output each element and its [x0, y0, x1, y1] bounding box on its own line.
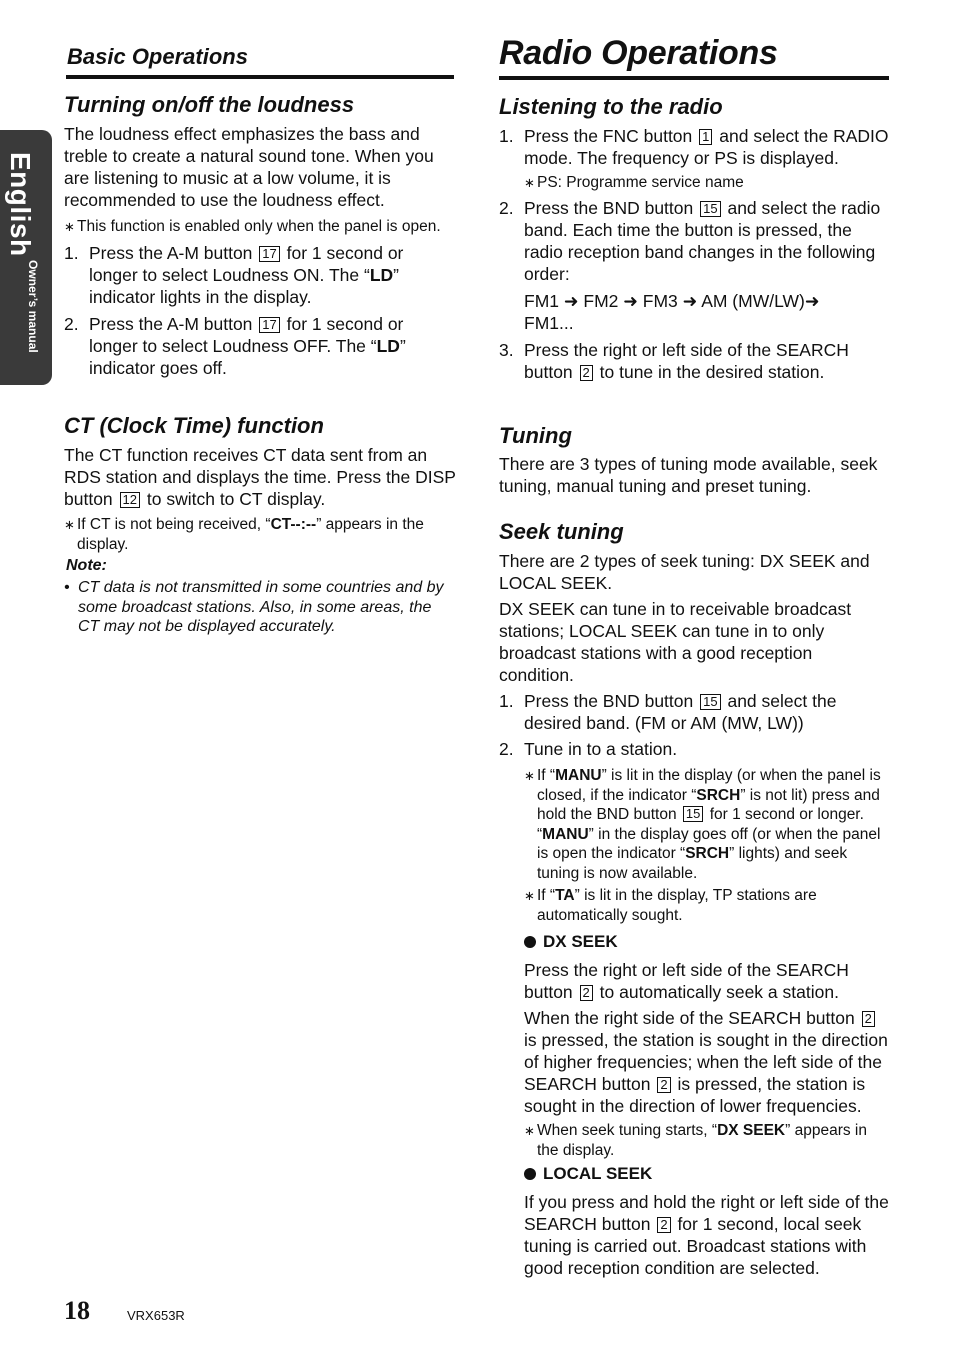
listening-steps: [499, 125, 891, 169]
listening-step-3: 3. Press the right or left side of the SEARCH button 2 to tune in the desired station.: [499, 339, 849, 382]
dx-seek-text-1: Press the right or left side of the SEARCH button 2 to automatically seek a station.: [524, 960, 849, 1002]
seek-description: DX SEEK can tune in to receivable broadcast stations; LOCAL SEEK can tune in to only broadcast stations with a good reception condition.: [499, 599, 852, 685]
button-number-box: 15: [700, 694, 720, 710]
seek-step-1: 1. Press the BND button 15 and select the desired band. (FM or AM (MW, LW)): [499, 691, 837, 733]
dx-seek-text-2: When the right side of the SEARCH button 2 is pressed, the station is sought in the direction of higher frequencies; when the left side of the SEARCH button 2 is pressed, the station is sought in the direction of lower frequencies.: [524, 1008, 888, 1116]
loudness-section: [64, 92, 456, 379]
ct-section: [64, 413, 456, 637]
button-number-box: 2: [580, 985, 593, 1001]
note-bullet-icon: •: [64, 579, 70, 596]
bullet-dot-icon: [524, 1168, 536, 1180]
seek-section: [499, 519, 891, 1279]
seek-types: There are 2 types of seek tuning: DX SEEK and LOCAL SEEK.: [499, 551, 870, 593]
loudness-intro: The loudness effect emphasizes the bass and treble to create a natural sound tone. When you are listening to music at a low volume, it is recommended to use the loudness effect.: [64, 124, 434, 210]
right-title-rule: [499, 76, 889, 80]
button-number-box: 2: [580, 365, 593, 381]
seek-steps: [499, 690, 891, 760]
dx-seek-note: ∗ When seek tuning starts, “DX SEEK” appears in the display.: [524, 1121, 891, 1160]
button-number-box: 2: [862, 1011, 875, 1027]
listening-step-2: 2. Press the BND button 15 and select the radio band. Each time the button is pressed, the radio reception band changes in the following order:: [499, 197, 881, 284]
button-number-box: 15: [700, 201, 720, 217]
button-number-box: 12: [120, 492, 140, 508]
bullet-dot-icon: [524, 936, 536, 948]
owners-manual-label: Owner’s manual: [26, 260, 40, 353]
seek-heading: Seek tuning: [499, 519, 624, 544]
tuning-text: There are 3 types of tuning mode available, seek tuning, manual tuning and preset tuning.: [499, 454, 878, 496]
ct-intro: The CT function receives CT data sent from an RDS station and displays the time. Press the DISP button 12 to switch to CT display.: [64, 445, 456, 509]
loudness-step-2: 2. Press the A-M button 17 for 1 second or longer to select Loudness OFF. The “LD” indicator goes off.: [64, 313, 406, 378]
tuning-heading: Tuning: [499, 423, 572, 448]
left-column: [64, 44, 456, 70]
dx-seek-heading: DX SEEK: [524, 931, 891, 953]
note-label: Note:: [66, 557, 107, 574]
listening-heading: Listening to the radio: [499, 94, 723, 119]
seek-step-2: 2. Tune in to a station.: [499, 739, 678, 759]
button-number-box: 1: [699, 129, 712, 145]
button-number-box: 2: [657, 1217, 670, 1233]
ps-note: ∗ PS: Programme service name: [524, 173, 891, 193]
local-seek-heading: LOCAL SEEK: [524, 1163, 891, 1185]
page-title: Radio Operations: [499, 34, 778, 72]
left-heading-rule: [66, 75, 454, 79]
local-seek-text: If you press and hold the right or left side of the SEARCH button 2 for 1 second, local seek tuning is carried out. Broadcast stations with good reception condition are selected.: [524, 1192, 889, 1278]
tuning-section: [499, 423, 891, 497]
button-number-box: 17: [259, 246, 279, 262]
button-number-box: 17: [259, 317, 279, 333]
ct-note-text: • CT data is not transmitted in some countries and by some broadcast stations. Also, in some areas, the CT may not be displayed accurately.: [64, 579, 444, 635]
ta-note: ∗ If “TA” is lit in the display, TP stations are automatically sought.: [524, 886, 891, 925]
button-number-box: 15: [683, 806, 703, 822]
loudness-panel-note: ∗ This function is enabled only when the panel is open.: [64, 217, 456, 237]
band-order: FM1 ➜ FM2 ➜ FM3 ➜ AM (MW/LW)➜ FM1...: [524, 290, 820, 333]
listening-step-1: 1. Press the FNC button 1 and select the RADIO mode. The frequency or PS is displayed.: [499, 126, 889, 168]
listening-section: [499, 94, 891, 383]
section-heading-basic-operations: Basic Operations: [67, 44, 248, 69]
right-title-block: [499, 34, 891, 73]
ct-not-received-note: ∗ If CT is not being received, “CT--:--” appears in the display.: [64, 515, 456, 554]
loudness-steps: [64, 242, 456, 379]
page-number: 18: [64, 1296, 90, 1325]
ct-heading: CT (Clock Time) function: [64, 413, 324, 438]
manu-note: ∗ If “MANU” is lit in the display (or when the panel is closed, if the indicator “SRCH” is not lit) press and hold the BND button 15 for 1 second or longer. “MANU” in the display goes off (or when the panel is open the indicator “SRCH” lights) and seek tuning is now available.: [524, 766, 891, 883]
loudness-step-1: 1. Press the A-M button 17 for 1 second or longer to select Loudness ON. The “LD” indicator lights in the display.: [64, 242, 404, 307]
language-label: English: [5, 152, 36, 257]
loudness-heading: Turning on/off the loudness: [64, 92, 355, 117]
model-number: VRX653R: [127, 1308, 185, 1323]
language-side-tab: [0, 130, 52, 385]
button-number-box: 2: [657, 1077, 670, 1093]
